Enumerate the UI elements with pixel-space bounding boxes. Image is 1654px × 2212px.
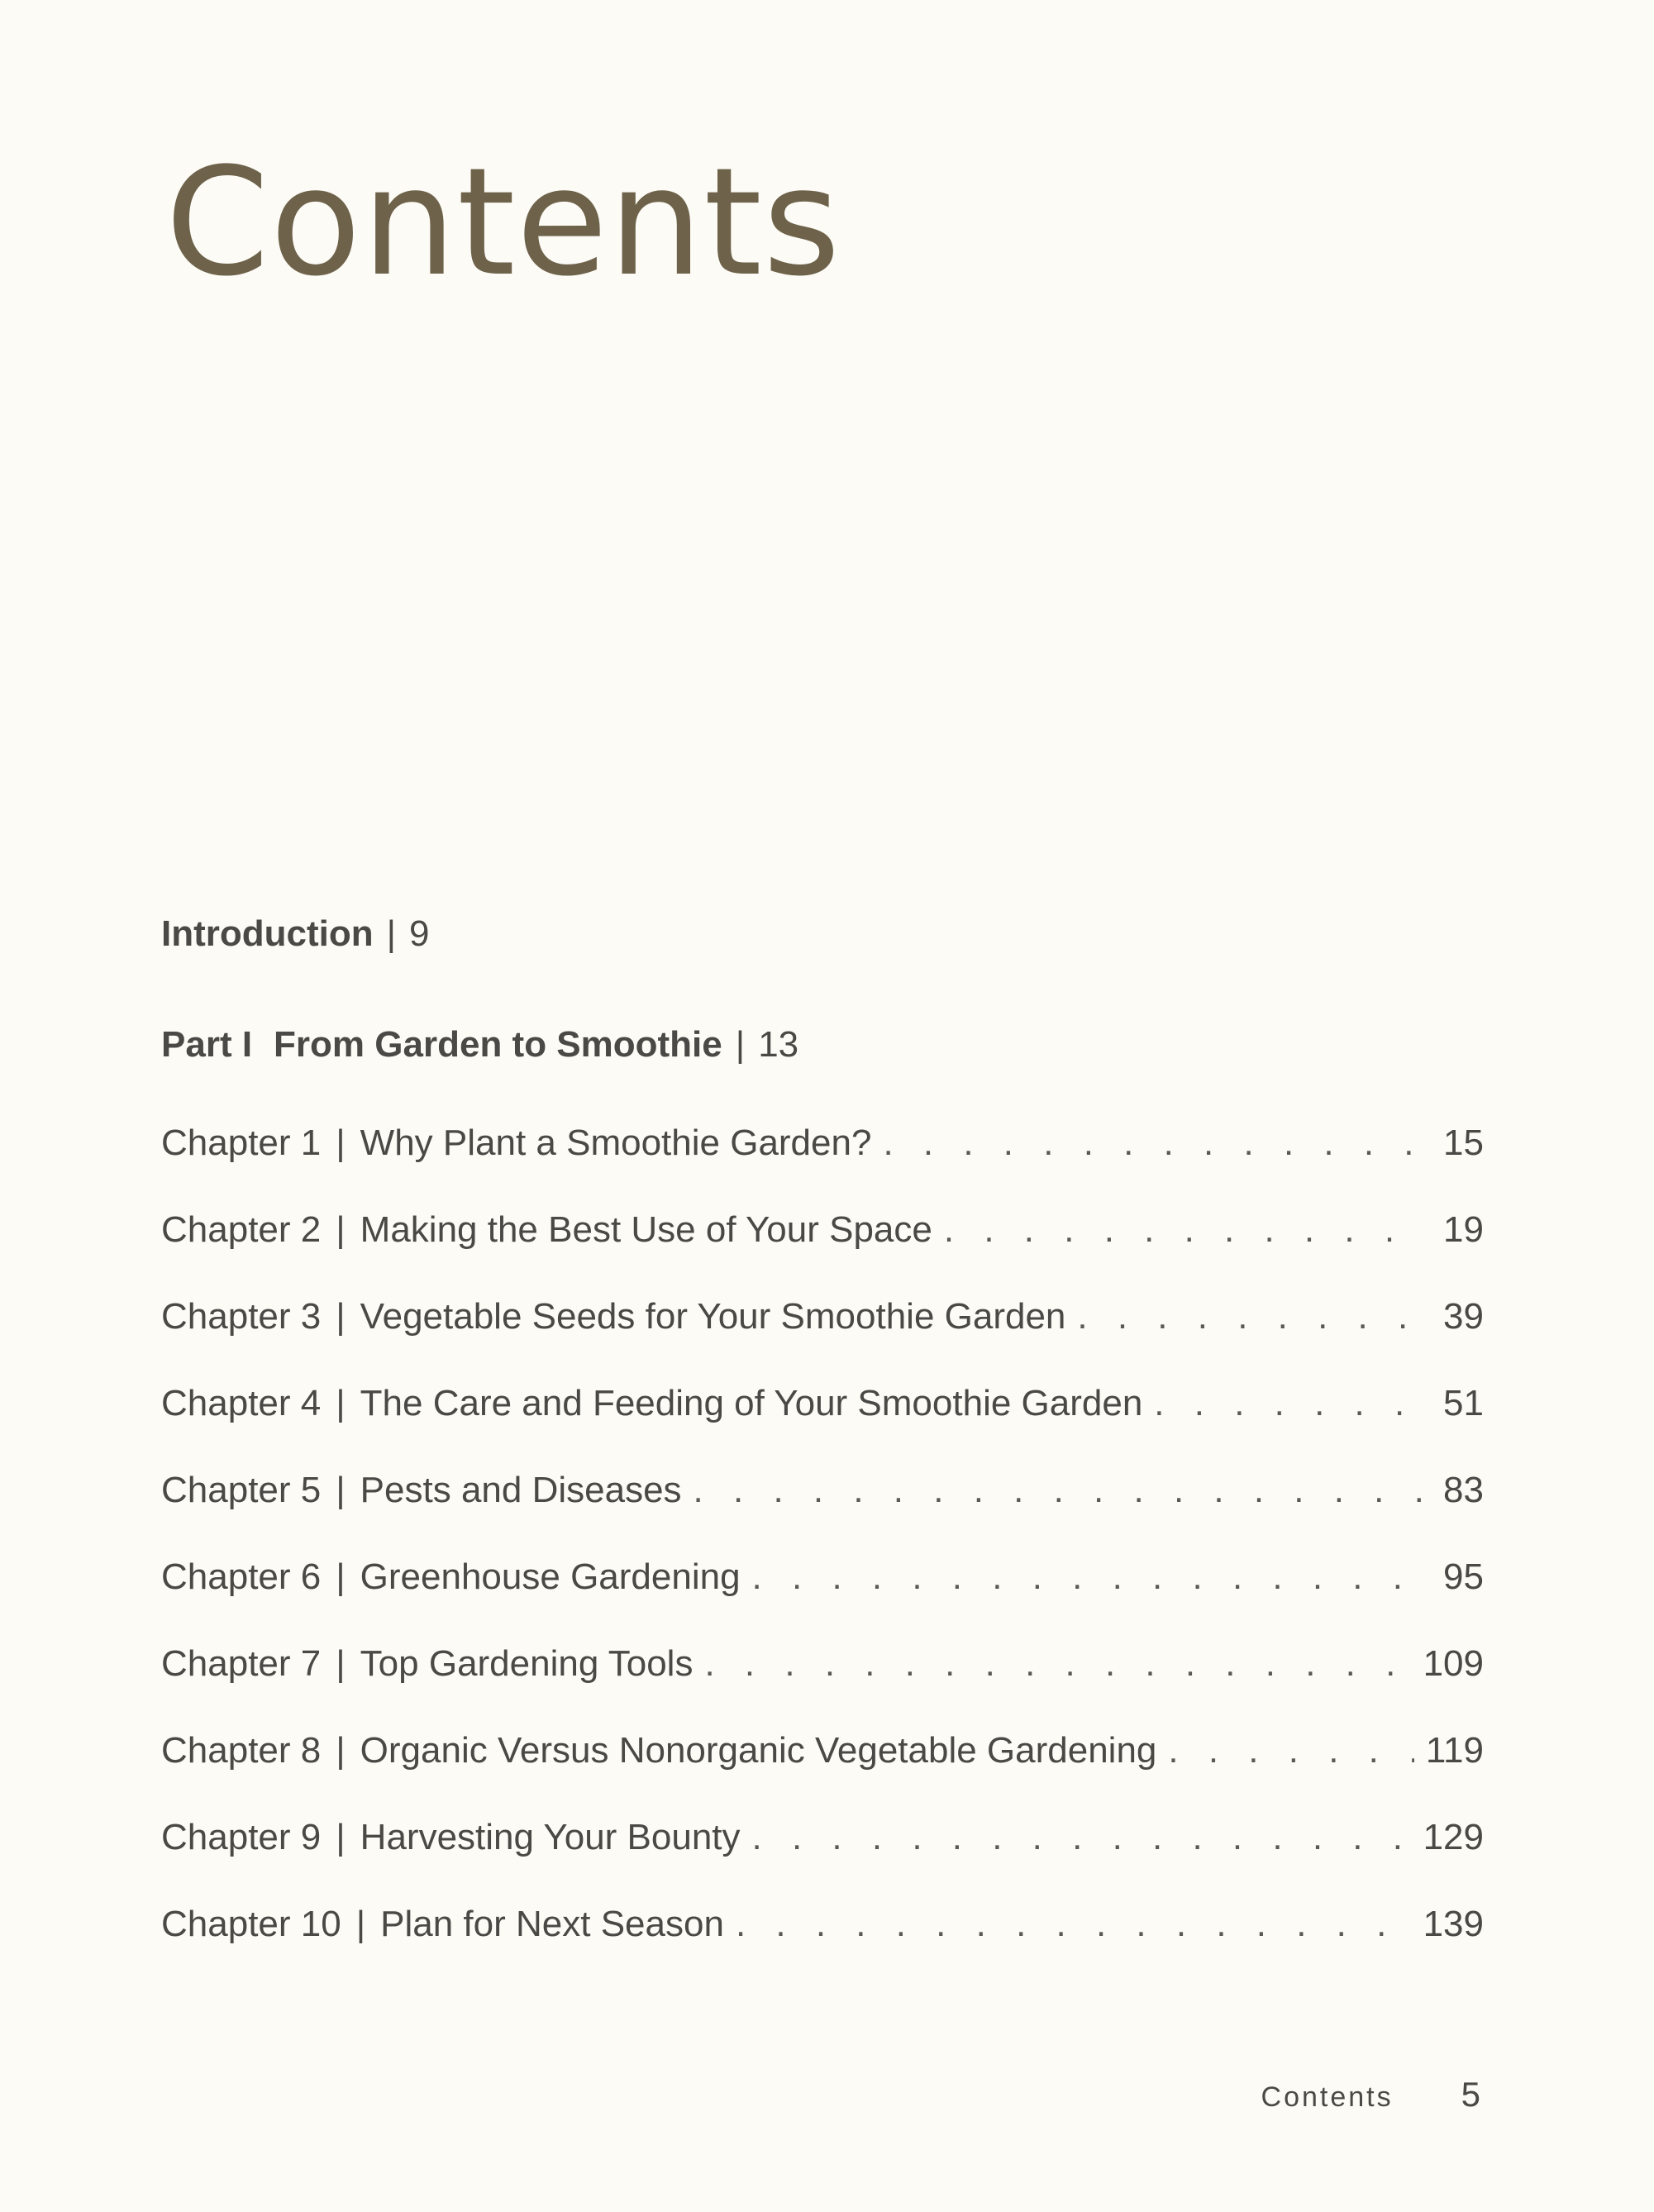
chapter-separator: |: [336, 1296, 346, 1337]
toc-chapter-2[interactable]: [161, 1186, 1484, 1273]
chapter-page: 139: [1423, 1904, 1484, 1944]
toc-chapter-4[interactable]: [161, 1360, 1484, 1447]
dot-leader: [694, 1447, 1423, 1533]
chapter-separator: |: [336, 1470, 346, 1510]
toc-chapter-9[interactable]: [161, 1794, 1484, 1881]
chapter-page: 51: [1443, 1383, 1484, 1423]
chapter-title: Greenhouse Gardening: [360, 1557, 741, 1597]
page-number: 5: [1461, 2075, 1480, 2114]
chapter-label: Chapter 8: [161, 1730, 322, 1771]
chapter-label: Chapter 10: [161, 1904, 341, 1944]
chapter-label: Chapter 2: [161, 1209, 322, 1250]
chapter-separator: |: [336, 1123, 346, 1163]
toc-chapter-7[interactable]: [161, 1620, 1484, 1707]
dot-leader: [944, 1186, 1423, 1273]
chapter-page: 119: [1425, 1730, 1484, 1771]
toc-chapter-3[interactable]: [161, 1273, 1484, 1360]
chapter-page: 19: [1443, 1209, 1484, 1250]
chapter-label: Chapter 6: [161, 1557, 322, 1597]
part-title: From Garden to Smoothie: [274, 1024, 722, 1065]
chapter-separator: |: [336, 1643, 346, 1684]
introduction-page: 9: [409, 913, 430, 954]
chapter-label: Chapter 1: [161, 1123, 322, 1163]
page-footer: [1261, 2075, 1480, 2114]
chapter-page: 109: [1423, 1643, 1484, 1684]
chapter-separator: |: [336, 1209, 346, 1250]
chapter-title: Vegetable Seeds for Your Smoothie Garden: [360, 1296, 1066, 1337]
chapter-page: 83: [1443, 1470, 1484, 1510]
dot-leader: [752, 1794, 1412, 1881]
dot-leader: [883, 1099, 1423, 1186]
page-title: Contents: [165, 136, 841, 309]
toc-introduction[interactable]: [161, 901, 1484, 967]
chapter-label: Chapter 9: [161, 1817, 322, 1857]
chapter-title: Pests and Diseases: [360, 1470, 682, 1510]
dot-leader: [1077, 1273, 1423, 1360]
toc-chapter-8[interactable]: [161, 1707, 1484, 1794]
chapter-title: The Care and Feeding of Your Smoothie Garden: [360, 1383, 1143, 1423]
dot-leader: [1168, 1707, 1413, 1794]
chapter-label: Chapter 7: [161, 1643, 322, 1684]
chapter-title: Organic Versus Nonorganic Vegetable Gardening: [360, 1730, 1157, 1771]
dot-leader: [704, 1620, 1411, 1707]
toc-chapter-5[interactable]: [161, 1447, 1484, 1533]
chapter-label: Chapter 4: [161, 1383, 322, 1423]
chapter-separator: |: [355, 1904, 366, 1944]
chapter-title: Harvesting Your Bounty: [360, 1817, 741, 1857]
chapter-page: 95: [1443, 1557, 1484, 1597]
part-number: Part I: [161, 1024, 253, 1065]
toc-part-heading[interactable]: [161, 1012, 1484, 1078]
chapter-title: Top Gardening Tools: [360, 1643, 694, 1684]
chapter-separator: |: [336, 1557, 346, 1597]
introduction-label: Introduction: [161, 913, 374, 954]
chapter-separator: |: [336, 1817, 346, 1857]
chapter-page: 129: [1423, 1817, 1484, 1857]
chapter-label: Chapter 3: [161, 1296, 322, 1337]
dot-leader: [736, 1881, 1412, 1967]
chapter-title: Why Plant a Smoothie Garden?: [360, 1123, 872, 1163]
dot-leader: [752, 1533, 1423, 1620]
dot-leader: [1154, 1360, 1423, 1447]
table-of-contents: [161, 901, 1484, 1967]
toc-chapter-6[interactable]: [161, 1533, 1484, 1620]
toc-chapter-1[interactable]: [161, 1099, 1484, 1186]
chapter-separator: |: [336, 1383, 346, 1423]
introduction-separator: |: [386, 913, 397, 954]
running-head: Contents: [1261, 2081, 1394, 2113]
part-page: 13: [758, 1024, 799, 1065]
chapter-page: 15: [1443, 1123, 1484, 1163]
part-separator: |: [735, 1024, 746, 1065]
chapter-title: Making the Best Use of Your Space: [360, 1209, 932, 1250]
toc-chapter-10[interactable]: [161, 1881, 1484, 1967]
chapter-page: 39: [1443, 1296, 1484, 1337]
chapter-separator: |: [336, 1730, 346, 1771]
chapter-label: Chapter 5: [161, 1470, 322, 1510]
chapter-title: Plan for Next Season: [380, 1904, 724, 1944]
